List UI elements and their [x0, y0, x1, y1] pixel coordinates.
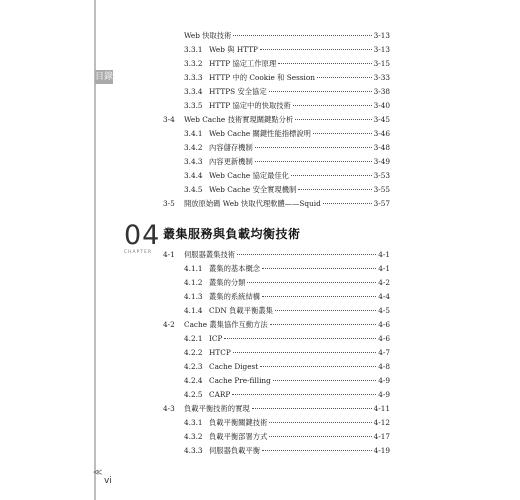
toc-entry-number: 4-3: [163, 404, 175, 413]
toc-entry-page: 4-7: [378, 348, 390, 357]
dot-leader: [317, 77, 372, 78]
toc-entry-number: 4-1: [163, 250, 175, 259]
toc-entry-title: HTTP 協定工作原理: [209, 59, 277, 68]
dot-leader: [262, 268, 376, 269]
toc-entry-page: 4-4: [378, 292, 390, 301]
toc-entry[interactable]: [163, 319, 390, 331]
dot-leader: [262, 450, 372, 451]
toc-entry-title: 伺服器負載平衡: [209, 446, 261, 455]
toc-entry-number: 4.1.3: [184, 292, 203, 301]
toc-entry-page: 3-53: [373, 171, 390, 180]
dot-leader: [224, 338, 376, 339]
toc-entry-page: 4-17: [373, 432, 390, 441]
dot-leader: [291, 175, 372, 176]
page-number: vi: [104, 476, 112, 486]
toc-entry[interactable]: [184, 184, 390, 196]
dot-leader: [275, 310, 376, 311]
toc-entry-page: 3-45: [373, 115, 390, 124]
chapter-word: CHAPTER: [124, 250, 153, 255]
toc-entry[interactable]: [184, 375, 390, 387]
toc-entry-number: 3.4.4: [184, 171, 203, 180]
toc-entry-number: 3.3.3: [184, 73, 203, 82]
toc-entry[interactable]: [184, 30, 390, 42]
dot-leader: [269, 422, 371, 423]
toc-entry-title: Web Cache 安全實現機制: [209, 185, 297, 194]
dot-leader: [278, 63, 371, 64]
toc-entry-page: 4-1: [378, 250, 390, 259]
toc-entry-title: Web Cache 技術實現關鍵點分析: [184, 115, 294, 124]
toc-entry[interactable]: [184, 347, 390, 359]
toc-entry-number: 3.3.2: [184, 59, 203, 68]
toc-entry-title: Cache Pre-filling: [209, 376, 271, 385]
toc-entry[interactable]: [184, 445, 390, 457]
toc-entry[interactable]: [184, 291, 390, 303]
toc-entry[interactable]: [163, 114, 390, 126]
toc-entry-title: Web 與 HTTP: [209, 45, 258, 54]
dot-leader: [293, 105, 372, 106]
dot-leader: [270, 324, 377, 325]
toc-entry-page: 4-9: [378, 376, 390, 385]
dot-leader: [233, 35, 371, 36]
toc-entry-page: 4-6: [378, 320, 390, 329]
toc-entry-number: 3-5: [163, 199, 175, 208]
toc-entry[interactable]: [184, 142, 390, 154]
dot-leader: [255, 161, 372, 162]
toc-entry-number: 4.2.4: [184, 376, 203, 385]
toc-entry-number: 4.1.1: [184, 264, 203, 273]
toc-entry-page: 3-15: [373, 59, 390, 68]
toc-entry[interactable]: [184, 263, 390, 275]
toc-entry[interactable]: [184, 333, 390, 345]
toc-entry-page: 4-12: [373, 418, 390, 427]
toc-entry-number: 4.2.3: [184, 362, 203, 371]
dot-leader: [260, 49, 372, 50]
toc-entry-title: CDN 負載平衡叢集: [209, 306, 273, 315]
toc-entry-page: 3-13: [373, 31, 390, 40]
toc-entry-page: 3-33: [373, 73, 390, 82]
toc-entry-number: 4.1.2: [184, 278, 203, 287]
toc-entry-page: 4-8: [378, 362, 390, 371]
toc-entry-number: 3.3.1: [184, 45, 203, 54]
toc-entry-title: HTTPS 安全協定: [209, 87, 267, 96]
toc-entry[interactable]: [184, 44, 390, 56]
toc-entry-title: 內容儲存機制: [209, 143, 253, 152]
toc-entry-page: 4-6: [378, 334, 390, 343]
toc-entry-page: 4-5: [378, 306, 390, 315]
toc-entry-number: 4.2.2: [184, 348, 203, 357]
toc-entry-title: Web 快取技術: [184, 31, 232, 40]
dot-leader: [269, 91, 372, 92]
toc-entry-page: 4-11: [373, 404, 390, 413]
toc-entry-title: HTTP 中的 Cookie 和 Session: [209, 73, 315, 82]
toc-entry[interactable]: [184, 58, 390, 70]
toc-entry-page: 4-19: [373, 446, 390, 455]
toc-entry-page: 4-1: [378, 264, 390, 273]
toc-entry-number: 4.3.2: [184, 432, 203, 441]
toc-entry-title: Web Cache 協定最佳化: [209, 171, 290, 180]
toc-entry-page: 3-13: [373, 45, 390, 54]
toc-entry-page: 4-9: [378, 390, 390, 399]
toc-entry-page: 3-57: [373, 199, 390, 208]
toc-entry[interactable]: [184, 100, 390, 112]
dot-leader: [262, 296, 376, 297]
toc-entry-title: ICP: [209, 334, 223, 343]
dot-leader: [313, 133, 372, 134]
toc-entry[interactable]: [184, 86, 390, 98]
dot-leader: [255, 147, 372, 148]
toc-entry-page: 3-38: [373, 87, 390, 96]
toc-entry-title: HTTP 協定中的快取技術: [209, 101, 291, 110]
toc-entry-title: 負載平衡技術的實現: [184, 404, 250, 413]
toc-entry-title: Cache Digest: [209, 362, 259, 371]
toc-entry-number: 4.3.3: [184, 446, 203, 455]
toc-entry-number: 4.1.4: [184, 306, 203, 315]
toc-entry[interactable]: [184, 170, 390, 182]
toc-entry-number: 4.3.1: [184, 418, 203, 427]
toc-entry-page: 3-55: [373, 185, 390, 194]
toc-entry-title: 負載平衡關鍵技術: [209, 418, 268, 427]
toc-entry-number: 4-2: [163, 320, 175, 329]
toc-entry-number: 3-4: [163, 115, 175, 124]
toc-entry[interactable]: [184, 305, 390, 317]
dot-leader: [247, 282, 376, 283]
toc-entry-title: 叢集的分類: [209, 278, 246, 287]
dot-leader: [233, 352, 377, 353]
toc-entry[interactable]: [184, 128, 390, 140]
chapter-title: 叢集服務與負載均衡技術: [163, 227, 301, 241]
toc-side-tab: 目錄: [95, 72, 114, 82]
dot-leader: [298, 189, 371, 190]
toc-entry-title: 叢集的基本概念: [209, 264, 261, 273]
dot-leader: [273, 380, 376, 381]
toc-entry-number: 3.3.4: [184, 87, 203, 96]
toc-entry-title: 伺服器叢集技術: [184, 250, 236, 259]
toc-entry[interactable]: [184, 389, 390, 401]
toc-entry-title: CARP: [209, 390, 231, 399]
toc-entry[interactable]: [184, 417, 390, 429]
toc-entry-title: 開放原始碼 Web 快取代理軟體——Squid: [184, 199, 321, 208]
dot-leader: [252, 408, 372, 409]
toc-entry[interactable]: [184, 277, 390, 289]
toc-entry-title: 內容更新機制: [209, 157, 253, 166]
toc-entry-number: 3.3.5: [184, 101, 203, 110]
toc-entry-title: 叢集的系統結構: [209, 292, 261, 301]
toc-entry-title: Cache 叢集協作互動方法: [184, 320, 268, 329]
toc-entry-page: 4-2: [378, 278, 390, 287]
dot-leader: [269, 436, 371, 437]
toc-entry[interactable]: [184, 72, 390, 84]
toc-entry[interactable]: [184, 156, 390, 168]
toc-entry-title: 負載平衡部署方式: [209, 432, 268, 441]
toc-entry-page: 3-40: [373, 101, 390, 110]
page-marker-icon: ≪: [93, 468, 102, 478]
toc-entry-title: HTCP: [209, 348, 231, 357]
dot-leader: [237, 254, 376, 255]
toc-entry[interactable]: [163, 403, 390, 415]
toc-entry-number: 3.4.3: [184, 157, 203, 166]
dot-leader: [260, 366, 376, 367]
toc-entry-number: 3.4.5: [184, 185, 203, 194]
toc-entry[interactable]: [163, 198, 390, 210]
toc-entry-title: Web Cache 關鍵性能指標說明: [209, 129, 311, 138]
toc-entry-number: 3.4.2: [184, 143, 203, 152]
toc-entry[interactable]: [184, 361, 390, 373]
chapter-number: 04: [124, 220, 161, 251]
toc-entry-page: 3-49: [373, 157, 390, 166]
toc-entry[interactable]: [184, 431, 390, 443]
dot-leader: [323, 203, 372, 204]
dot-leader: [232, 394, 376, 395]
toc-entry-number: 3.4.1: [184, 129, 203, 138]
toc-entry-number: 4.2.5: [184, 390, 203, 399]
toc-entry-page: 3-46: [373, 129, 390, 138]
toc-entry[interactable]: [163, 249, 390, 261]
toc-entry-number: 4.2.1: [184, 334, 203, 343]
toc-entry-page: 3-48: [373, 143, 390, 152]
dot-leader: [295, 119, 371, 120]
